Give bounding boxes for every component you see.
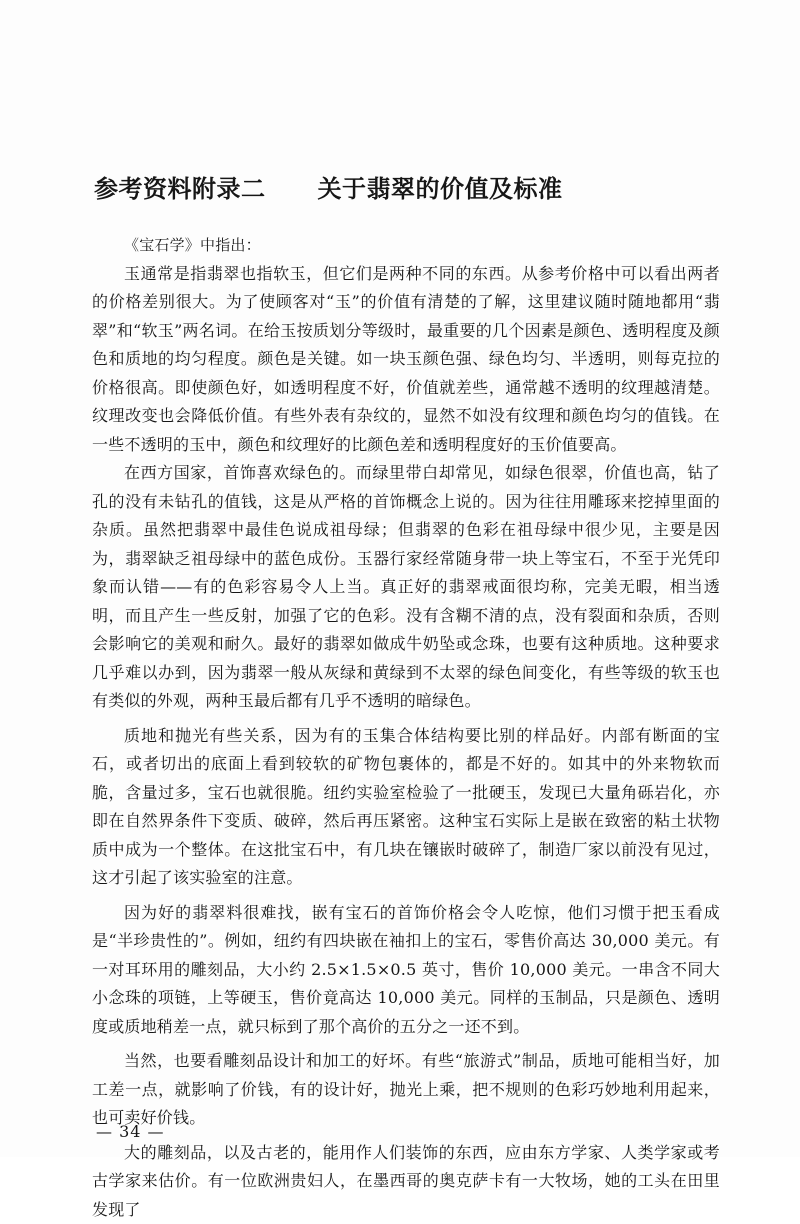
appendix-title: 关于翡翠的价值及标准 [318,175,563,203]
paragraph-western-preference: 在西方国家，首饰喜欢绿色的。而绿里带白却常见，如绿色很翠，价值也高，钻了孔的没有未钻孔的值钱，这是从严格的首饰概念上说的。因为往往用雕琢来挖掉里面的杂质。虽然把翡翠中最佳色说成祖母绿；但翡翠的色彩在祖母绿中很少见，主要是因为，翡翠缺乏祖母绿中的蓝色成份。玉器行家经常随身带一块上等宝石，不至于光凭印象而认错——有的色彩容易令人上当。真正好的翡翠戒面很均称，完美无暇，相当透明，而且产生一些反射，加强了它的色彩。没有含糊不清的点，没有裂面和杂质，否则会影响它的美观和耐久。最好的翡翠如做成牛奶坠或念珠，也要有这种质地。这种要求几乎难以办到，因为翡翠一般从灰绿和黄绿到不太翠的绿色间变化，有些等级的软玉也有类似的外观，两种玉最后都有几乎不透明的暗绿色。 [92,459,720,716]
page-number: — 34 — [96,1121,165,1143]
body-text [92,231,720,1224]
paragraph-jade-grading: 玉通常是指翡翠也指软玉，但它们是两种不同的东西。从参考价格中可以看出两者的价格差别很大。为了使顾客对“玉”的价值有清楚的了解，这里建议随时随地都用“翡翠”和“软玉”两名词。在给玉按质划分等级时，最重要的几个因素是颜色、透明程度及颜色和质地的均匀程度。颜色是关键。如一块玉颜色强、绿色均匀、半透明，则每克拉的价格很高。即使颜色好，如透明程度不好，价值就差些，通常越不透明的纹理越清楚。纹理改变也会降低价值。有些外表有杂纹的，显然不如没有纹理和颜色均匀的值钱。在一些不透明的玉中，颜色和纹理好的比颜色差和透明程度好的玉价值要高。 [92,260,720,460]
paragraph-prices: 因为好的翡翠料很难找，嵌有宝石的首饰价格会令人吃惊，他们习惯于把玉看成是“半珍贵性的”。例如，纽约有四块嵌在袖扣上的宝石，零售价高达 30,000 美元。有一对耳环用的雕刻品，大小约 2.5×1.5×0.5 英寸，售价 10,000 美元。一串含不同大小念珠的项链，上等硬玉，售价竟高达 10,000 美元。同样的玉制品，只是颜色、透明度或质地稍差一点，就只标到了那个高价的五分之一还不到。 [92,899,720,1042]
paragraph-carving-quality: 当然，也要看雕刻品设计和加工的好坏。有些“旅游式”制品，质地可能相当好，加工差一点，就影响了价钱，有的设计好，抛光上乘，把不规则的色彩巧妙地利用起来，也可卖好价钱。 [92,1047,720,1133]
paragraph-large-carvings: 大的雕刻品，以及古老的，能用作人们装饰的东西，应由东方学家、人类学家或考古学家来估价。有一位欧洲贵妇人，在墨西哥的奥克萨卡有一大牧场，她的工头在田里发现了 [92,1139,720,1224]
page-title [94,172,734,206]
paragraph-texture-polish: 质地和抛光有些关系，因为有的玉集合体结构要比别的样品好。内部有断面的宝石，或者切出的底面上看到较软的矿物包裹体的，都是不好的。如其中的外来物软而脆，含量过多，宝石也就很脆。纽约实验室检验了一批硬玉，发现已大量角砾岩化，亦即在自然界条件下变质、破碎，然后再压紧密。这种宝石实际上是嵌在致密的粘土状物质中成为一个整体。在这批宝石中，有几块在镶嵌时破碎了，制造厂家以前没有见过，这才引起了该实验室的注意。 [92,722,720,893]
appendix-label: 参考资料附录二 [94,175,266,203]
intro-line: 《宝石学》中指出： [92,231,720,260]
